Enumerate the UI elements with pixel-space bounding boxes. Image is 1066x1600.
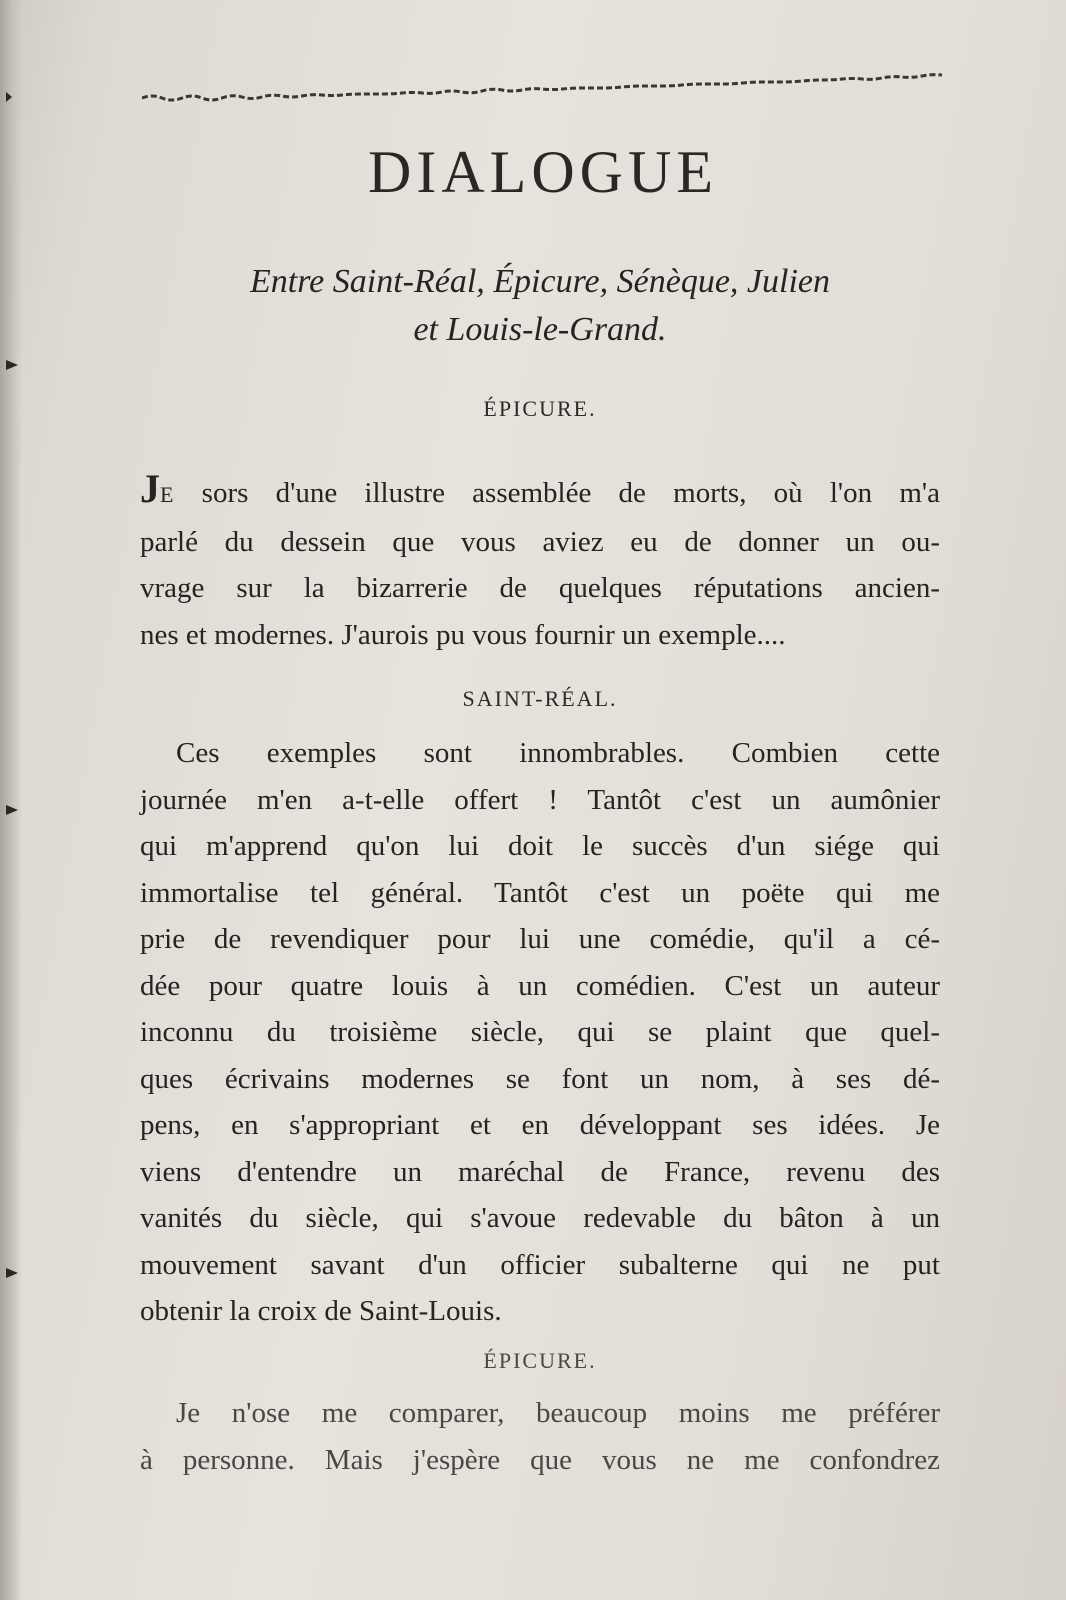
page-gutter xyxy=(0,0,22,1600)
speaker-heading: SAINT-RÉAL. xyxy=(462,686,618,711)
drop-cap: J xyxy=(140,466,160,511)
subtitle-line-2: et Louis-le-Grand. xyxy=(413,311,667,348)
text-line: à personne. Mais j'espère que vous ne me confondrez xyxy=(140,1443,940,1476)
text-line: vrage sur la bizarrerie de quelques réputations ancien- xyxy=(140,572,940,604)
subtitle-line-1: Entre Saint-Réal, Épicure, Sénèque, Julien xyxy=(249,263,830,300)
margin-mark xyxy=(6,360,18,370)
text-line: ques écrivains modernes se font un nom, à ses dé- xyxy=(140,1062,940,1095)
text-line: inconnu du troisième siècle, qui se plaint que quel- xyxy=(140,1016,940,1048)
dialogue-subtitle xyxy=(140,258,940,354)
speaker-heading: ÉPICURE. xyxy=(483,396,597,421)
margin-mark xyxy=(6,1268,18,1278)
speaker-heading: ÉPICURE. xyxy=(483,1348,597,1373)
page-title: DIALOGUE xyxy=(368,139,718,205)
margin-mark xyxy=(6,805,18,815)
text-line: JE sors d'une illustre assemblée de morts, où l'on m'a xyxy=(140,466,941,511)
speech-paragraph xyxy=(140,466,940,658)
text-line: qui m'apprend qu'on lui doit le succès d'un siége qui xyxy=(140,830,940,862)
text-line: Ces exemples sont innombrables. Combien cette xyxy=(176,737,940,769)
speech-paragraph xyxy=(140,1390,940,1483)
text-line: dée pour quatre louis à un comédien. C'est un auteur xyxy=(140,969,940,1002)
text-line: vanités du siècle, qui s'avoue redevable du bâton à un xyxy=(140,1202,940,1234)
text-line: mouvement savant d'un officier subalterne qui ne put xyxy=(140,1248,940,1281)
text-line: obtenir la croix de Saint-Louis. xyxy=(140,1295,502,1327)
text-line: journée m'en a-t-elle offert ! Tantôt c'est un aumônier xyxy=(140,783,940,816)
drop-cap-small: E xyxy=(160,482,175,507)
text-line: viens d'entendre un maréchal de France, revenu des xyxy=(140,1155,940,1188)
speech-paragraph xyxy=(140,730,940,1335)
text-line: Je n'ose me comparer, beaucoup moins me préférer xyxy=(176,1397,940,1429)
text-line: prie de revendiquer pour lui une comédie, qu'il a cé- xyxy=(140,923,940,955)
margin-mark xyxy=(6,92,12,102)
text-line: nes et modernes. J'aurois pu vous fournir un exemple.... xyxy=(140,618,786,651)
text-line: immortalise tel général. Tantôt c'est un poëte qui me xyxy=(140,876,940,909)
text-line: parlé du dessein que vous aviez eu de donner un ou- xyxy=(140,525,940,558)
text-line: pens, en s'appropriant et en développant ses idées. Je xyxy=(140,1109,940,1141)
ornamental-rule xyxy=(142,64,942,104)
